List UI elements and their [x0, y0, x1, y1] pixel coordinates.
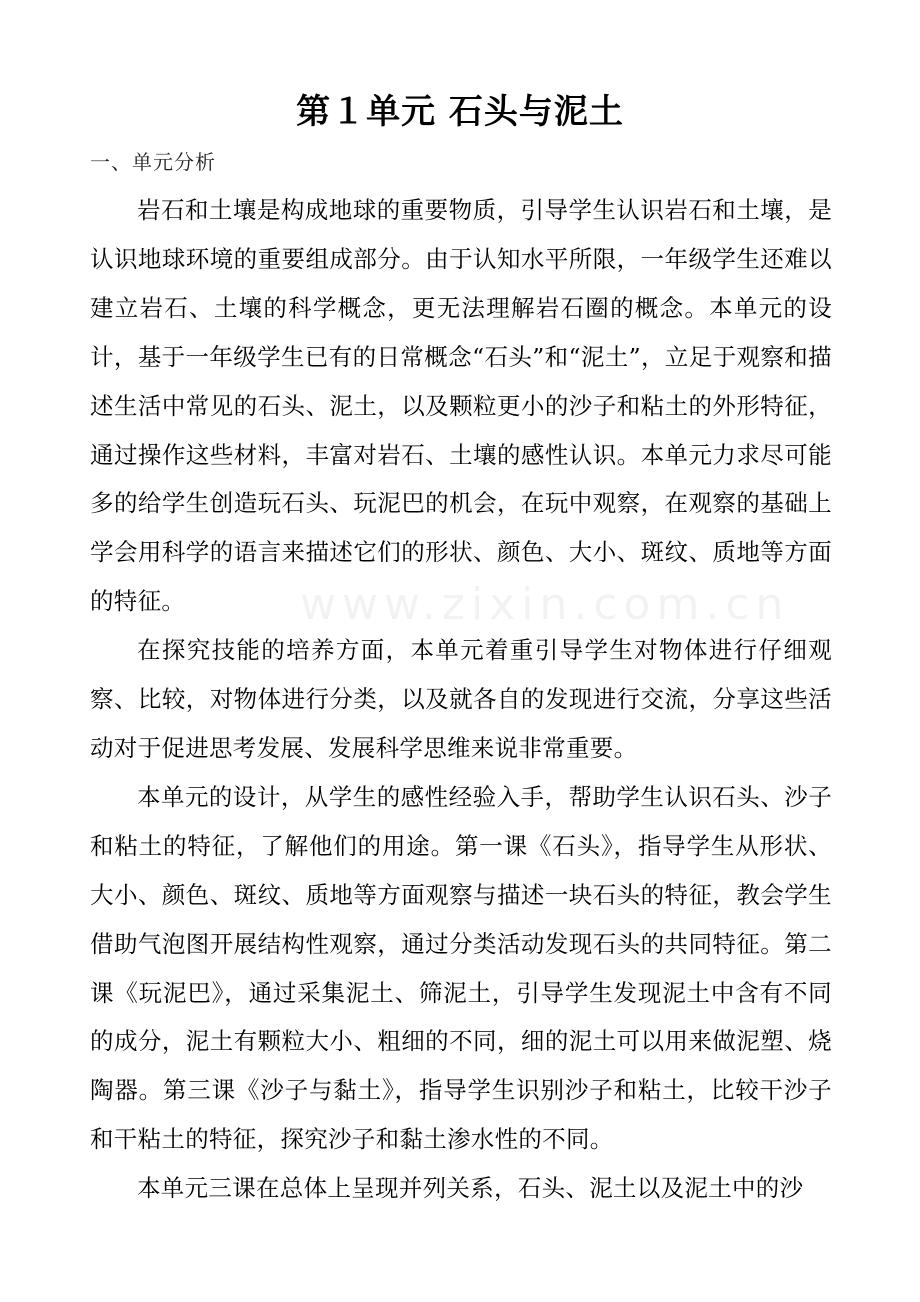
watermark-text: www.zixin.com.cn — [300, 579, 790, 630]
paragraph-1: 岩石和土壤是构成地球的重要物质，引导学生认识岩石和土壤，是认识地球环境的重要组成部分。由于认知水平所限，一年级学生还难以建立岩石、土壤的科学概念，更无法理解岩石圈的概念。本单元的设计，基于一年级学生已有的日常概念“石头”和“泥土”，立足于观察和描述生活中常见的石头、泥土，以及颗粒更小的沙子和粘土的外形特征，通过操作这些材料，丰富对岩石、土壤的感性认识。本单元力求尽可能多的给学生创造玩石头、玩泥巴的机会，在玩中观察，在观察的基础上学会用科学的语言来描述它们的形状、颜色、大小、斑纹、质地等方面的特征。 — [90, 196, 832, 616]
page-title: 第１单元 石头与泥土 — [296, 92, 624, 132]
paragraph-4: 本单元三课在总体上呈现并列关系，石头、泥土以及泥土中的沙 — [137, 1174, 804, 1203]
document-body — [90, 186, 832, 1213]
paragraph-2: 在探究技能的培养方面，本单元着重引导学生对物体进行仔细观察、比较，对物体进行分类，以及就各自的发现进行交流，分享这些活动对于促进思考发展、发展科学思维来说非常重要。 — [90, 636, 832, 762]
section-heading: 一、单元分析 — [90, 150, 216, 174]
paragraph-3: 本单元的设计，从学生的感性经验入手，帮助学生认识石头、沙子和粘土的特征，了解他们的用途。第一课《石头》，指导学生从形状、大小、颜色、斑纹、质地等方面观察与描述一块石头的特征，教会学生借助气泡图开展结构性观察，通过分类活动发现石头的共同特征。第二课《玩泥巴》，通过采集泥土、筛泥土，引导学生发现泥土中含有不同的成分，泥土有颗粒大小、粗细的不同，细的泥土可以用来做泥塑、烧陶器。第三课《沙子与黏土》，指导学生识别沙子和粘土，比较干沙子和干粘土的特征，探究沙子和黏土渗水性的不同。 — [90, 782, 832, 1154]
